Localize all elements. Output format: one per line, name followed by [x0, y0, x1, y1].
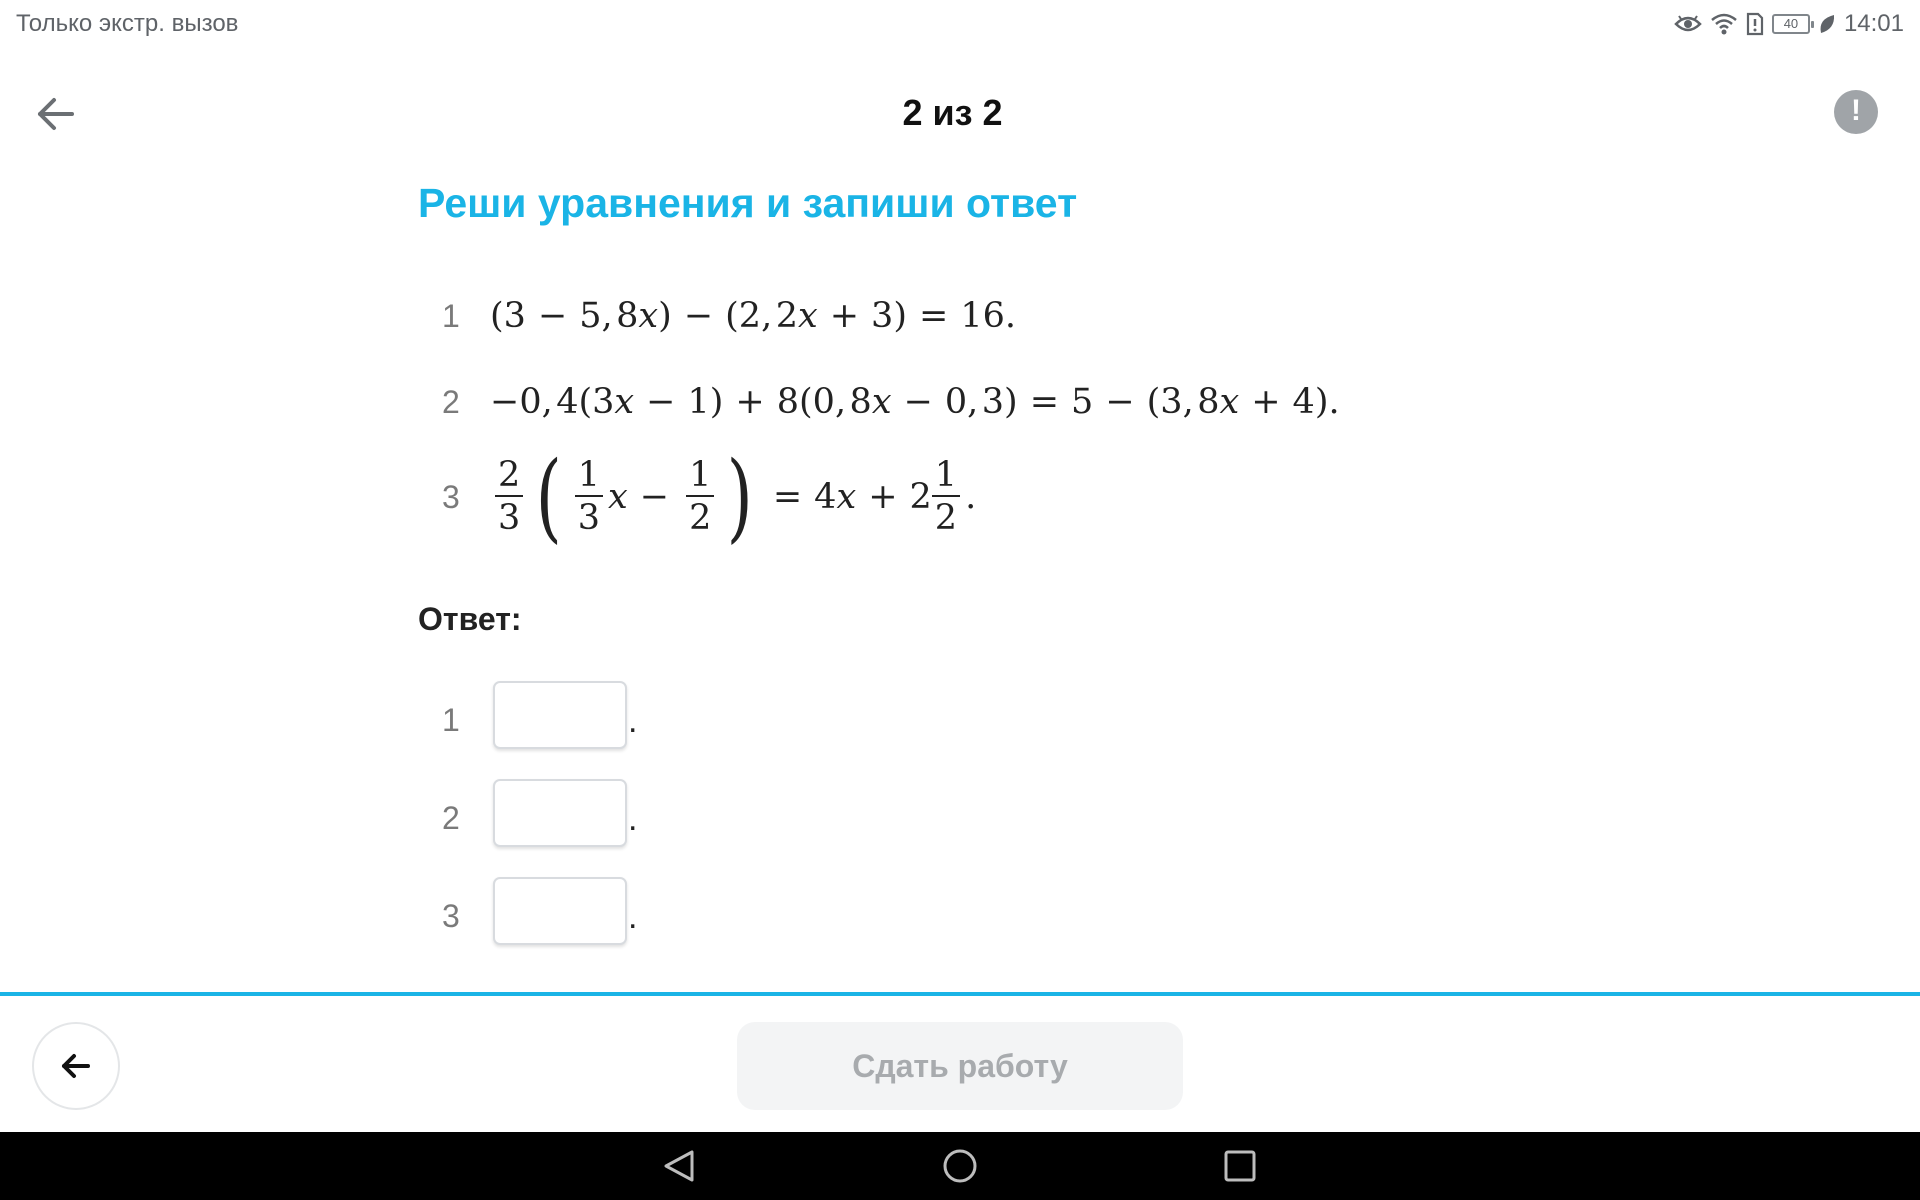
- answer-input-2[interactable]: [493, 779, 627, 847]
- nav-home-button[interactable]: [940, 1146, 980, 1186]
- equation-2: −0, 4(3x − 1) + 8(0, 8x − 0, 3) = 5 − (3, 8x + 4).: [490, 382, 1340, 422]
- answer-row: [418, 870, 1518, 968]
- fraction: $\frac{2}{3}$: [495, 455, 523, 539]
- answer-number: 2: [442, 800, 460, 836]
- equation-number: 2: [442, 383, 460, 420]
- answer-list: [418, 674, 1518, 968]
- answer-suffix: .: [628, 898, 638, 936]
- nav-recents-button[interactable]: [1220, 1146, 1260, 1186]
- previous-task-button[interactable]: [32, 1022, 120, 1110]
- answer-row: [418, 772, 1518, 870]
- system-nav-bar: [0, 1132, 1920, 1200]
- equation-row: [418, 359, 1518, 445]
- square-recents-icon: [1220, 1146, 1260, 1186]
- fraction: $\frac{1}{2}$: [686, 455, 714, 539]
- fraction: $\frac{1}{3}$: [575, 455, 603, 539]
- battery-icon: 40: [1772, 14, 1810, 34]
- equation-row: [418, 441, 1518, 553]
- answer-number: 1: [442, 702, 460, 738]
- answer-input-3[interactable]: [493, 877, 627, 945]
- answer-input-1[interactable]: [493, 681, 627, 749]
- submit-work-button[interactable]: Сдать работу: [737, 1022, 1183, 1110]
- equation-3: $\frac{2}{3}$ ( $\frac{1}{3}$ x − $\frac{1}{2}$ ) = 4x + 2 $\frac{1}{2}$ .: [490, 449, 976, 545]
- sim-alert-icon: [1746, 12, 1764, 36]
- arrow-left-icon: [54, 1044, 98, 1088]
- exclamation-icon: !: [1851, 94, 1861, 127]
- wifi-icon: [1710, 12, 1738, 36]
- status-bar: [0, 0, 1920, 50]
- report-button[interactable]: [1834, 90, 1878, 134]
- status-time: 14:01: [1843, 10, 1904, 37]
- answer-number: 3: [442, 898, 460, 934]
- top-header: [0, 70, 1920, 154]
- page-title: 2 из 2: [902, 92, 1003, 133]
- fraction: $\frac{1}{2}$: [932, 455, 960, 539]
- equation-1: (3 − 5, 8x) − (2, 2x + 3) = 16.: [490, 296, 1016, 336]
- eye-comfort-icon: [1674, 14, 1702, 34]
- task-title: Реши уравнения и запиши ответ: [418, 180, 1078, 226]
- equation-row: [418, 273, 1518, 359]
- answer-row: [418, 674, 1518, 772]
- carrier-text: Только экстр. вызов: [16, 10, 239, 37]
- triangle-back-icon: [660, 1146, 700, 1186]
- answer-suffix: .: [628, 800, 638, 838]
- answer-suffix: .: [628, 702, 638, 740]
- answer-label: Ответ:: [418, 601, 522, 637]
- nav-back-button[interactable]: [660, 1146, 700, 1186]
- equation-number: 1: [442, 297, 460, 334]
- circle-home-icon: [940, 1146, 980, 1186]
- equation-number: 3: [442, 478, 460, 515]
- task-content: [418, 175, 1518, 968]
- power-saving-leaf-icon: [1818, 13, 1836, 35]
- footer-divider: [0, 992, 1920, 996]
- status-icons: [1674, 8, 1904, 40]
